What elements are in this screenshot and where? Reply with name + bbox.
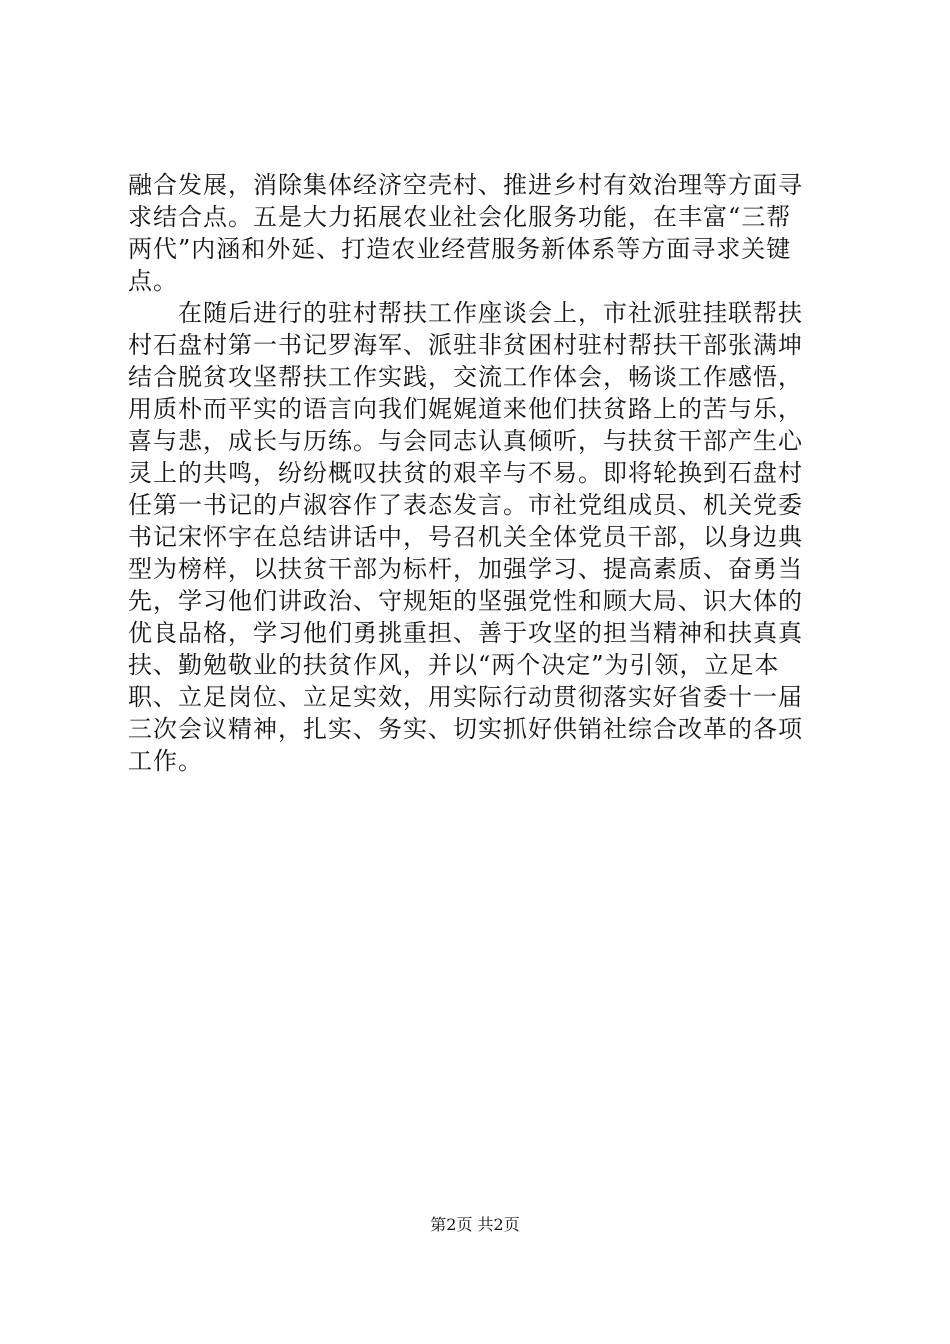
text-line: 先，学习他们讲政治、守规矩的坚强党性和顾大局、识大体的 <box>128 587 803 615</box>
text-line: 喜与悲，成长与历练。与会同志认真倾听，与扶贫干部产生心 <box>128 427 803 455</box>
text-line: 型为榜样，以扶贫干部为标杆，加强学习、提高素质、奋勇当 <box>128 555 803 583</box>
text-line: 融合发展，消除集体经济空壳村、推进乡村有效治理等方面寻 <box>128 171 803 199</box>
text-line: 三次会议精神，扎实、务实、切实抓好供销社综合改革的各项 <box>128 715 803 743</box>
text-line: 书记宋怀宇在总结讲话中，号召机关全体党员干部，以身边典 <box>128 523 803 551</box>
text-line: 职、立足岗位、立足实效，用实际行动贯彻落实好省委十一届 <box>128 683 803 711</box>
text-line: 优良品格，学习他们勇挑重担、善于攻坚的担当精神和扶真真 <box>128 619 803 647</box>
text-line: 点。 <box>128 267 178 295</box>
body-text <box>128 169 826 777</box>
text-line: 在随后进行的驻村帮扶工作座谈会上，市社派驻挂联帮扶 <box>128 299 803 327</box>
text-line: 扶、勤勉敬业的扶贫作风，并以“两个决定”为引领，立足本 <box>128 651 780 679</box>
text-line: 工作。 <box>128 747 203 775</box>
text-line: 用质朴而平实的语言向我们娓娓道来他们扶贫路上的苦与乐， <box>128 395 803 423</box>
text-line: 任第一书记的卢淑容作了表态发言。市社党组成员、机关党委 <box>128 491 803 519</box>
text-line: 村石盘村第一书记罗海军、派驻非贫困村驻村帮扶干部张满坤 <box>128 331 803 359</box>
page-number-footer: 第2页 共2页 <box>430 1215 520 1234</box>
text-line: 灵上的共鸣，纷纷概叹扶贫的艰辛与不易。即将轮换到石盘村 <box>128 459 803 487</box>
text-line: 求结合点。五是大力拓展农业社会化服务功能，在丰富“三帮 <box>128 203 792 231</box>
text-line: 结合脱贫攻坚帮扶工作实践，交流工作体会，畅谈工作感悟， <box>128 363 803 391</box>
text-line: 两代”内涵和外延、打造农业经营服务新体系等方面寻求关键 <box>128 235 792 263</box>
